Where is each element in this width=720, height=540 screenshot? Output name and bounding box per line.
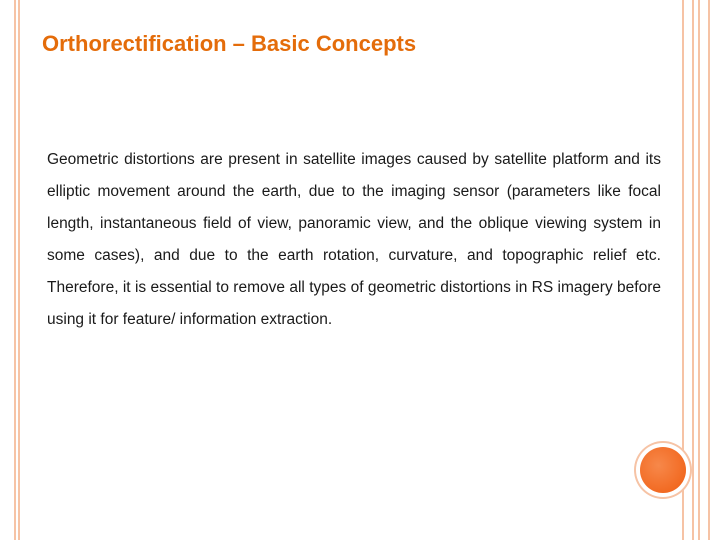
right-border-inner-decoration <box>692 0 700 540</box>
slide-body-text: Geometric distortions are present in satellite images caused by satellite platform and its elliptic movement around the earth, due to the imaging sensor (parameters like focal length, instantaneous field of view, panoramic view, and the oblique viewing system in some cases), and due to the earth rotation, curvature, and topographic relief etc. Therefore, it is essential to remove all types of geometric distortions in RS imagery before using it for feature/ information extraction. <box>47 151 661 328</box>
slide-title: Orthorectification – Basic Concepts <box>42 31 417 56</box>
left-border-decoration <box>14 0 20 540</box>
orange-circle-decoration <box>640 447 686 493</box>
